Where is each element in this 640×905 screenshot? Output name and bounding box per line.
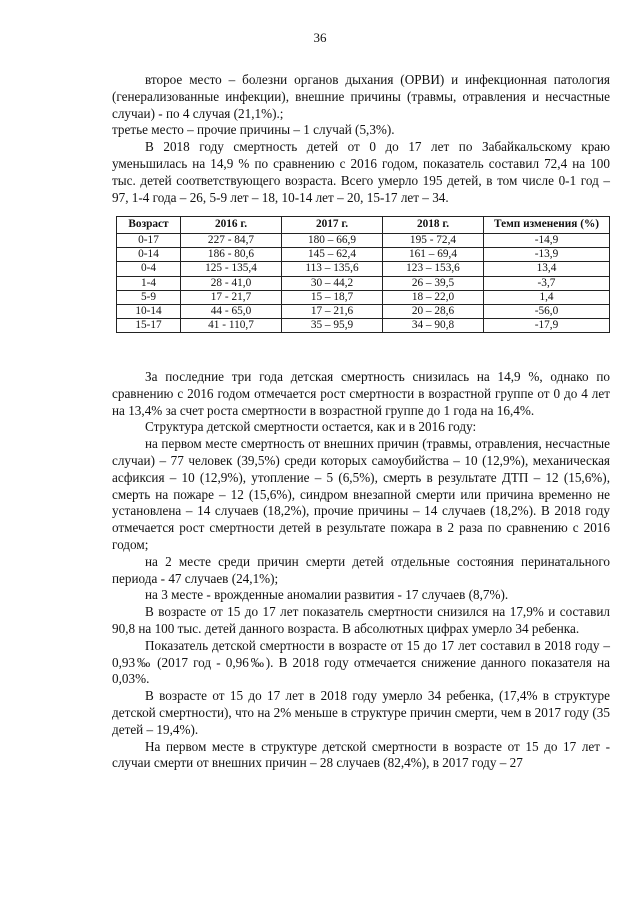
table-cell: 15 – 18,7: [282, 290, 383, 304]
table-cell: 18 – 22,0: [383, 290, 484, 304]
table-cell: -56,0: [484, 305, 610, 319]
table-cell: 30 – 44,2: [282, 276, 383, 290]
body-paragraph: На первом месте в структуре детской смертности в возрасте от 15 до 17 лет - случаи смерти от внешних причин – 28 случаев (82,4%), в 2017 году – 27: [112, 738, 610, 771]
body-paragraph: За последние три года детская смертность снизилась на 14,9 %, однако по сравнению с 2016 годом отмечается рост смертности в возрастной группе от 0 до 4 лет на 13,4% за счет роста смертности в возрастной группе до 1 года на 16,4%.: [112, 369, 610, 418]
table-cell: 145 – 62,4: [282, 248, 383, 262]
header-2018: 2018 г.: [383, 217, 484, 234]
table-row: [117, 248, 610, 262]
table-row: [117, 290, 610, 304]
table-cell: 41 - 110,7: [181, 319, 282, 333]
header-2016: 2016 г.: [181, 217, 282, 234]
table-cell: 180 – 66,9: [282, 234, 383, 248]
body-paragraph: на 2 месте среди причин смерти детей отдельные состояния перинатального периода - 47 случаев (24,1%);: [112, 553, 610, 586]
table-cell: -14,9: [484, 234, 610, 248]
table-cell: 5-9: [117, 290, 181, 304]
body-paragraph: В возрасте от 15 до 17 лет в 2018 году умерло 34 ребенка, (17,4% в структуре детской смертности), что на 2% меньше в структуре причин смерти, чем в 2017 году (35 детей – 19,4%).: [112, 688, 610, 737]
table-cell: 20 – 28,6: [383, 305, 484, 319]
table-row: [117, 234, 610, 248]
table-header-row: [117, 217, 610, 234]
table-cell: 0-17: [117, 234, 181, 248]
header-change-rate: Темп изменения (%): [484, 217, 610, 234]
table-cell: 28 - 41,0: [181, 276, 282, 290]
body-paragraph: Показатель детской смертности в возрасте от 15 до 17 лет составил в 2018 году – 0,93‰ (2017 год - 0,96‰). В 2018 году отмечается снижение данного показателя на 0,03%.: [112, 637, 610, 687]
body-text: [112, 369, 610, 772]
table-cell: 123 – 153,6: [383, 262, 484, 276]
table-row: [117, 262, 610, 276]
mortality-table: [116, 216, 610, 333]
table-cell: -3,7: [484, 276, 610, 290]
body-paragraph: на 3 месте - врожденные аномалии развития - 17 случаев (8,7%).: [145, 587, 509, 603]
table-cell: 17 - 21,7: [181, 290, 282, 304]
intro-paragraph: В 2018 году смертность детей от 0 до 17 лет по Забайкальскому краю уменьшилась на 14,9 % по сравнению с 2016 годом, показатель составил 72,4 на 100 тыс. детей соответствующего возраста. Всего умерло 195 детей, в том числе 0-1 год – 97, 1-4 года – 26, 5-9 лет – 18, 10-14 лет – 20, 15-17 лет – 34.: [112, 139, 610, 205]
table-row: [117, 276, 610, 290]
intro-text: [112, 72, 610, 206]
body-paragraph: В возрасте от 15 до 17 лет показатель смертности снизился на 17,9% и составил 90,8 на 100 тыс. детей данного возраста. В абсолютных цифрах умерло 34 ребенка.: [112, 604, 610, 636]
table-cell: 161 – 69,4: [383, 248, 484, 262]
header-age: Возраст: [117, 217, 181, 234]
table-cell: 15-17: [117, 319, 181, 333]
table-cell: 26 – 39,5: [383, 276, 484, 290]
table-cell: 34 – 90,8: [383, 319, 484, 333]
table-cell: 1-4: [117, 276, 181, 290]
table-cell: 35 – 95,9: [282, 319, 383, 333]
table-cell: 0-4: [117, 262, 181, 276]
table-cell: 10-14: [117, 305, 181, 319]
table-cell: 1,4: [484, 290, 610, 304]
table-cell: 13,4: [484, 262, 610, 276]
table-cell: 186 - 80,6: [181, 248, 282, 262]
header-2017: 2017 г.: [282, 217, 383, 234]
table-cell: 195 - 72,4: [383, 234, 484, 248]
table-cell: 0-14: [117, 248, 181, 262]
page-number: 36: [313, 30, 327, 45]
body-paragraph: Структура детской смертности остается, как и в 2016 году:: [145, 419, 477, 435]
table-cell: 125 - 135,4: [181, 262, 282, 276]
table-cell: 44 - 65,0: [181, 305, 282, 319]
intro-paragraph: второе место – болезни органов дыхания (ОРВИ) и инфекционная патология (генерализованные инфекции), внешние причины (травмы, отравления и несчастные случаи) - по 4 случая (21,1%).;: [112, 72, 610, 121]
table-cell: 17 – 21,6: [282, 305, 383, 319]
table-row: [117, 319, 610, 333]
table-cell: 113 – 135,6: [282, 262, 383, 276]
table-cell: -17,9: [484, 319, 610, 333]
table-row: [117, 305, 610, 319]
intro-paragraph: третье место – прочие причины – 1 случай (5,3%).: [112, 122, 395, 138]
table-cell: -13,9: [484, 248, 610, 262]
table-cell: 227 - 84,7: [181, 234, 282, 248]
body-paragraph: на первом месте смертность от внешних причин (травмы, отравления, несчастные случаи) – 77 человек (39,5%) среди которых самоубийства – 10 (12,9%), механическая асфиксия – 10 (12,9%), утопление – 5 (6,5%), смерть в результате ДТП – 12 (15,6%), смерть на пожаре – 12 (15,6%), синдром внезапной смерти или причина временно не установлена – 14 случаев (18,2%), прочие причины – 14 случаев (18,2%). В 2018 году отмечается рост смертности детей в результате пожара в 2 раза по сравнению с 2016 годом;: [112, 436, 610, 552]
